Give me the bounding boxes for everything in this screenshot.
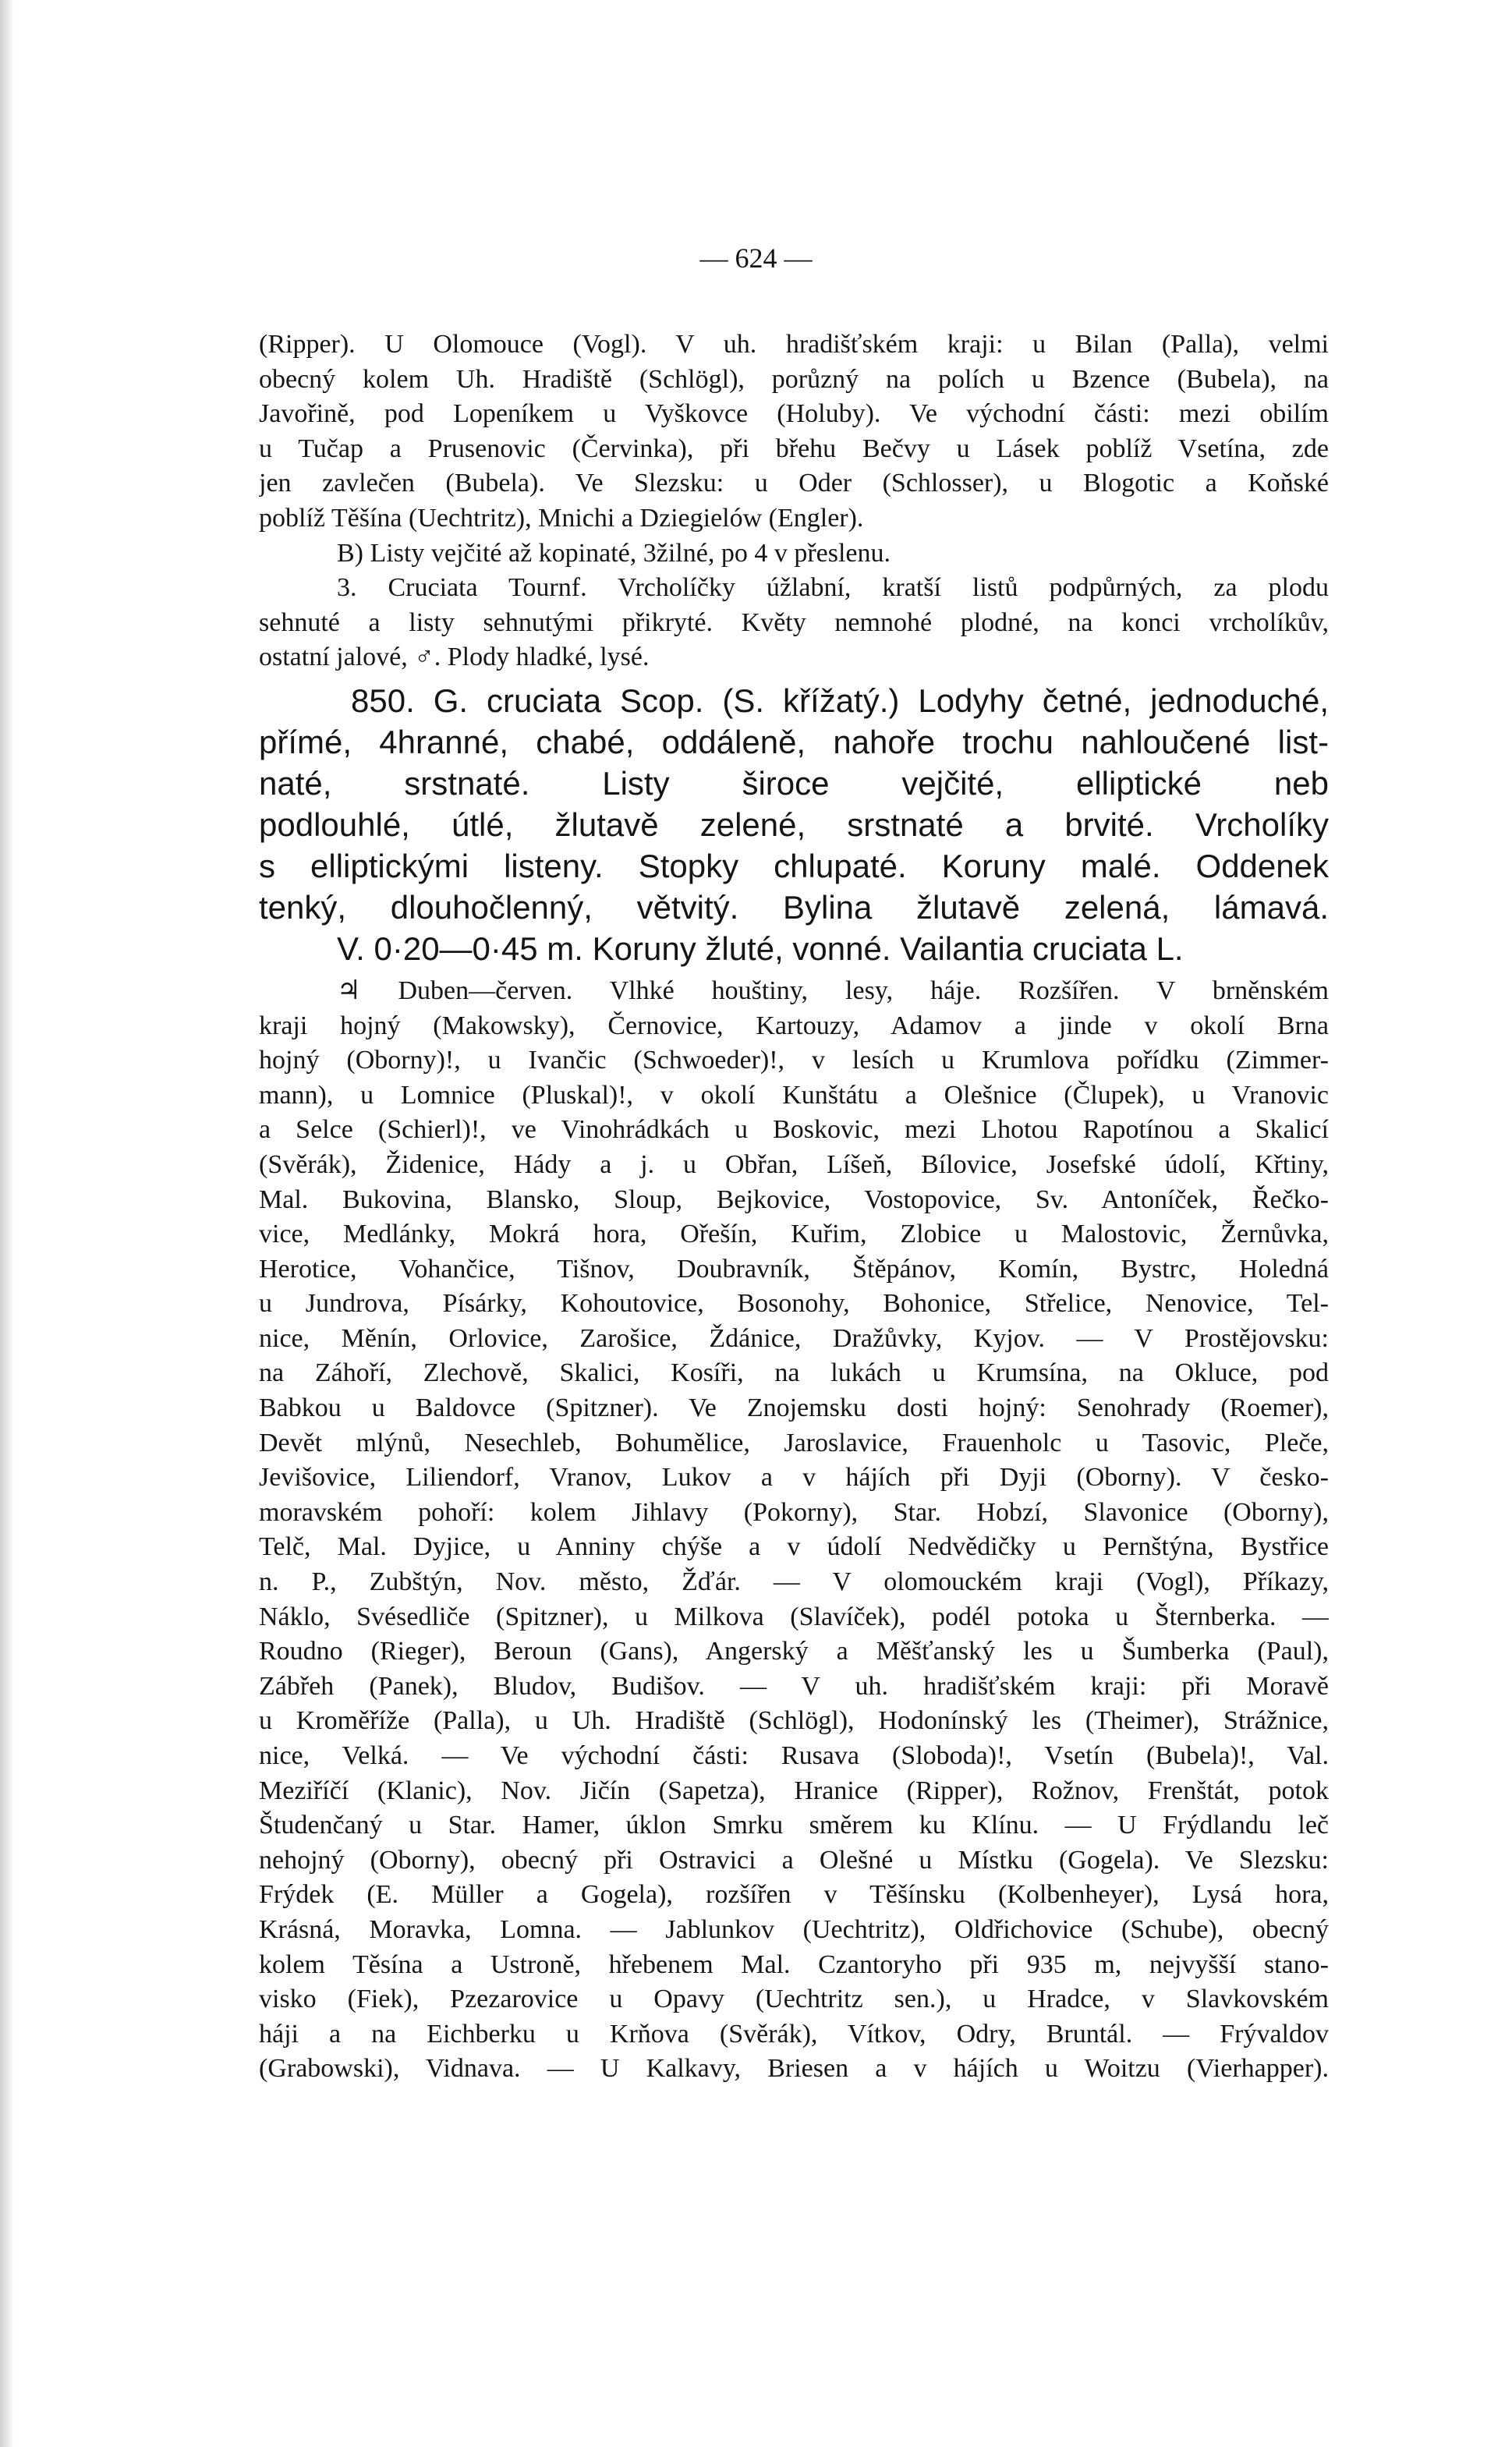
text-line: Telč, Mal. Dyjice, u Anniny chýše a v údolí Nedvědičky u Pernštýna, Bystřice [259,1532,1329,1562]
text-line: háji a na Eichberku u Krňova (Svěrák), Vítkov, Odry, Bruntál. — Frývaldov [259,2019,1329,2049]
text-line: (Grabowski), Vidnava. — U Kalkavy, Briesen a v hájích u Woitzu (Vierhapper). [259,2054,1329,2084]
text-line: mann), u Lomnice (Pluskal)!, v okolí Kunštátu a Olešnice (Člupek), u Vranovic [259,1080,1329,1110]
text-line: ostatní jalové, ♂. Plody hladké, lysé. [259,643,650,672]
key-entry-b: B) Listy vejčité až kopinaté, 3žilné, po 4 v přeslenu. [337,538,891,568]
text-line: Babkou u Baldovce (Spitzner). Ve Znojemsku dosti hojný: Senohrady (Roemer), [259,1393,1329,1423]
text-line: Mal. Bukovina, Blansko, Sloup, Bejkovice, Vostopovice, Sv. Antoníček, Řečko- [259,1185,1329,1214]
text-line: sehnuté a listy sehnutými přikryté. Květy nemnohé plodné, na konci vrcholíkův, [259,607,1329,637]
text-line: obecný kolem Uh. Hradiště (Schlögl), porůzný na polích u Bzence (Bubela), na [259,364,1329,394]
text-line: podlouhlé, útlé, žlutavě zelené, srstnaté a brvité. Vrcholíky [259,806,1329,843]
text-line: jen zavlečen (Bubela). Ve Slezsku: u Oder (Schlosser), u Blogotic a Koňské [259,469,1329,498]
paragraph-localities-continued [259,328,1329,536]
text-line: hojný (Oborny)!, u Ivančic (Schwoeder)!, v lesích u Krumlova pořídku (Zimmer- [259,1046,1329,1075]
text-line: přímé, 4hranné, chabé, oddáleně, nahoře trochu nahloučené list- [259,723,1329,760]
text-line: u Jundrova, Písárky, Kohoutovice, Bosonohy, Bohonice, Střelice, Nenovice, Tel- [259,1289,1329,1319]
text-line: (Svěrák), Židenice, Hády a j. u Obřan, Líšeň, Bílovice, Josefské údolí, Křtiny, [259,1149,1329,1179]
text-line: kolem Těsína a Ustroně, hřebenem Mal. Czantoryho při 935 m, nejvyšší stano- [259,1949,1329,1979]
text-line: a Selce (Schierl)!, ve Vinohrádkách u Boskovic, mezi Lhotou Rapotínou a Skalicí [259,1115,1329,1145]
text-line: Krásná, Moravka, Lomna. — Jablunkov (Uechtritz), Oldřichovice (Schube), obecný [259,1914,1329,1944]
text-line: Javořině, pod Lopeníkem u Vyškovce (Holuby). Ve východní části: mezi obilím [259,399,1329,429]
text-line: moravském pohoří: kolem Jihlavy (Pokorny), Star. Hobzí, Slavonice (Oborny), [259,1497,1329,1527]
text-line: Študenčaný u Star. Hamer, úklon Smrku směrem ku Klínu. — U Frýdlandu leč [259,1811,1329,1840]
page-body [259,328,1329,2087]
section-cruciata [259,571,1329,675]
text-line: Jevišovice, Liliendorf, Vranov, Lukov a v hájích při Dyji (Oborny). V česko- [259,1463,1329,1493]
text-line: (Ripper). U Olomouce (Vogl). V uh. hradišťském kraji: u Bilan (Palla), velmi [259,330,1329,359]
text-line: naté, srstnaté. Listy široce vejčité, elliptické neb [259,764,1329,802]
species-heading-line: 850. G. cruciata Scop. (S. křížatý.) Lodyhy četné, jednoduché, [351,682,1329,719]
text-line: nice, Velká. — Ve východní části: Rusava (Sloboda)!, Vsetín (Bubela)!, Val. [259,1741,1329,1770]
text-line: Frýdek (E. Müller a Gogela), rozšířen v Těšínsku (Kolbenheyer), Lysá hora, [259,1880,1329,1910]
scan-edge-shadow [0,0,14,2447]
text-line: Devět mlýnů, Nesechleb, Bohumělice, Jaroslavice, Frauenholc u Tasovic, Pleče, [259,1428,1329,1457]
text-line: Meziříčí (Klanic), Nov. Jičín (Sapetza), Hranice (Ripper), Rožnov, Frenštát, potok [259,1776,1329,1805]
text-line: vice, Medlánky, Mokrá hora, Ořešín, Kuřim, Zlobice u Malostovic, Žernůvka, [259,1220,1329,1249]
distribution-paragraph [259,974,1329,2087]
text-line: ♃ Duben—červen. Vlhké houštiny, lesy, háje. Rozšířen. V brněnském [337,976,1329,1005]
text-line: nice, Měnín, Orlovice, Zarošice, Ždánice, Dražůvky, Kyjov. — V Prostějovsku: [259,1323,1329,1353]
text-line: s elliptickými listeny. Stopky chlupaté. Koruny malé. Oddenek [259,847,1329,884]
text-line: poblíž Těšína (Uechtritz), Mnichi a Dziegielów (Engler). [259,503,864,533]
text-line: kraji hojný (Makowsky), Černovice, Kartouzy, Adamov a jinde v okolí Brna [259,1011,1329,1040]
text-line: Náklo, Svésedliče (Spitzner), u Milkova (Slavíček), podél potoka u Šternberka. — [259,1602,1329,1631]
text-line: nehojný (Oborny), obecný při Ostravici a Olešné u Místku (Gogela). Ve Slezsku: [259,1845,1329,1875]
text-line: visko (Fiek), Pzezarovice u Opavy (Uechtritz sen.), u Hradce, v Slavkovském [259,1985,1329,2014]
text-line: u Kroměříže (Palla), u Uh. Hradiště (Schlögl), Hodonínský les (Theimer), Strážnice, [259,1706,1329,1736]
text-line: na Záhoří, Zlechově, Skalici, Kosíři, na lukách u Krumsína, na Okluce, pod [259,1358,1329,1388]
text-line: n. P., Zubštýn, Nov. město, Žďár. — V olomouckém kraji (Vogl), Příkazy, [259,1567,1329,1597]
section-heading-line: 3. Cruciata Tournf. Vrcholíčky úžlabní, kratší listů podpůrných, za plodu [337,573,1329,603]
species-description [259,680,1329,969]
text-line: Herotice, Vohančice, Tišnov, Doubravník, Štěpánov, Komín, Bystrc, Holedná [259,1254,1329,1284]
text-line: Roudno (Rieger), Beroun (Gans), Angerský a Měšťanský les u Šumberka (Paul), [259,1637,1329,1666]
page-number: — 624 — [699,243,813,274]
text-line: Zábřeh (Panek), Bludov, Budišov. — V uh. hradišťském kraji: při Moravě [259,1671,1329,1701]
text-line: u Tučap a Prusenovic (Červinka), při břehu Bečvy u Lásek poblíž Vsetína, zde [259,434,1329,463]
text-line: V. 0·20—0·45 m. Koruny žluté, vonné. Vailantia cruciata L. [337,930,1184,967]
text-line: tenký, dlouhočlenný, větvitý. Bylina žlutavě zelená, lámavá. [259,888,1329,926]
